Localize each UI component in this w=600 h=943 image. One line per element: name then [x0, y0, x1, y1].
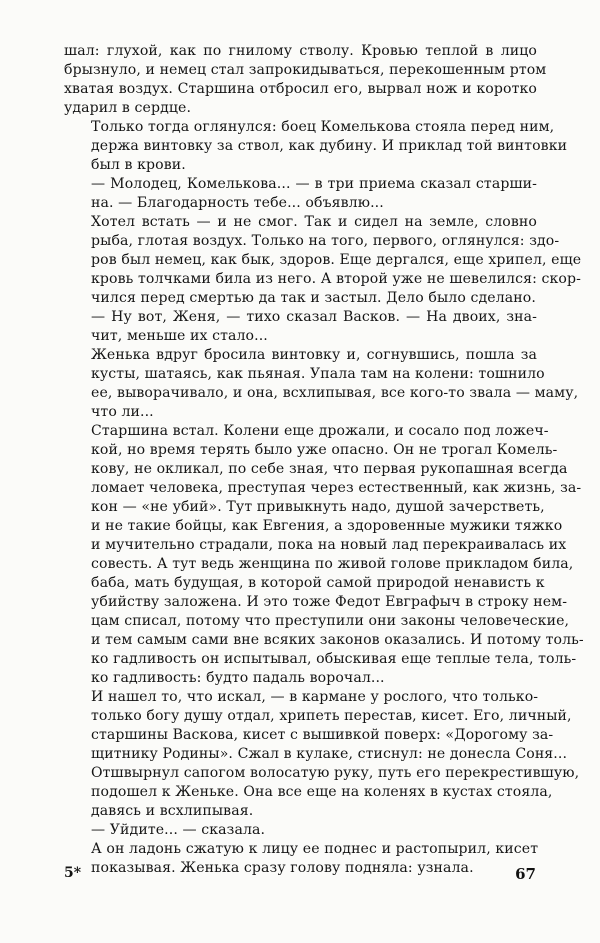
text-line: Женька вдруг бросила винтовку и, согнувшись, пошла за	[91, 347, 537, 363]
text-line: кову, не окликал, по себе зная, что первая рукопашная всегда	[91, 461, 568, 477]
text-line: — Ну вот, Женя, — тихо сказал Васков. — На двоих, зна-	[91, 309, 537, 325]
text-line: только богу душу отдал, хрипеть перестав, кисет. Его, личный,	[91, 708, 572, 724]
text-line: цам списал, потому что преступили они законы человеческие,	[91, 613, 570, 629]
text-line: кой, но время терять было уже опасно. Он не трогал Комель-	[91, 442, 558, 458]
text-line: щитнику Родины». Сжал в кулаке, стиснул: не донесла Соня...	[91, 746, 568, 762]
text-line: совесть. А тут ведь женщина по живой голове прикладом била,	[91, 556, 574, 572]
page-number: 67	[515, 865, 536, 883]
paragraph	[64, 175, 537, 213]
text-line: ко гадливость: будто падаль ворочал...	[91, 670, 385, 686]
text-line: старшины Васкова, кисет с вышивкой поверх: «Дорогому за-	[91, 727, 554, 743]
text-line: — Молодец, Комелькова... — в три приема сказал старши-	[91, 176, 537, 192]
paragraph	[64, 308, 537, 346]
text-line: рыба, глотая воздух. Только на того, первого, оглянулся: здо-	[91, 233, 560, 249]
paragraph	[64, 346, 579, 422]
text-line: и тем самым сами вне всяких законов оказались. И потому толь-	[91, 632, 584, 648]
text-line: чит, меньше их стало...	[91, 328, 268, 344]
paragraph	[64, 688, 580, 821]
text-line: шал: глухой, как по гнилому стволу. Кровью теплой в лицо	[64, 43, 537, 59]
text-line: на. — Благодарность тебе... объявлю...	[91, 195, 384, 211]
text-line: и не такие бойцы, как Евгения, а здоровенные мужики тяжко	[91, 518, 563, 534]
text-line: Только тогда оглянулся: боец Комелькова стояла перед ним,	[91, 119, 555, 135]
printer-signature-mark: 5*	[64, 865, 82, 881]
paragraph	[64, 821, 537, 840]
text-line: ломает человека, преступая через естественный, как жизнь, за-	[91, 480, 582, 496]
text-line: Отшвырнул сапогом волосатую руку, путь его перекрестившую,	[91, 765, 580, 781]
text-line: баба, мать будущая, в которой самой природой ненависть к	[91, 575, 545, 591]
text-line: и мучительно страдали, пока на новый лад перекраивалась их	[91, 537, 567, 553]
text-line: давясь и всхлипывая.	[91, 803, 254, 819]
text-line: Старшина встал. Колени еще дрожали, и сосало под ложеч-	[91, 423, 549, 439]
text-line: что ли...	[91, 404, 154, 420]
text-line: Хотел встать — и не смог. Так и сидел на земле, словно	[91, 214, 537, 230]
text-line: ударил в сердце.	[64, 100, 192, 116]
text-line: — Уйдите... — сказала.	[91, 822, 266, 838]
text-line: кон — «не убий». Тут привыкнуть надо, душой зачерстветь,	[91, 499, 545, 515]
text-line: кусты, шатаясь, как пьяная. Упала там на колени: тошнило	[91, 366, 545, 382]
text-line: был в крови.	[91, 157, 186, 173]
text-line: хватая воздух. Старшина отбросил его, вырвал нож и коротко	[64, 81, 537, 97]
text-line: чился перед смертью да так и застыл. Дело было сделано.	[91, 290, 536, 306]
text-line: кровь толчками била из него. А второй уже не шевелился: скор-	[91, 271, 581, 287]
text-line: подошел к Женьке. Она все еще на коленях в кустах стояла,	[91, 784, 553, 800]
text-line: А он ладонь сжатую к лицу ее поднес и растопырил, кисет	[91, 841, 539, 857]
page-body-text	[64, 42, 584, 878]
text-line: ее, выворачивало, и она, всхлипывая, все кого-то звала — маму,	[91, 385, 579, 401]
paragraph	[64, 840, 537, 878]
paragraph	[64, 422, 584, 688]
paragraph	[64, 213, 582, 308]
text-line: И нашел то, что искал, — в кармане у рослого, что только-	[91, 689, 539, 705]
paragraph	[64, 118, 568, 175]
text-line: держа винтовку за ствол, как дубину. И приклад той винтовки	[91, 138, 568, 154]
text-line: показывая. Женька сразу голову подняла: узнала.	[91, 860, 474, 876]
text-line: ко гадливость он испытывал, обыскивая еще теплые тела, толь-	[91, 651, 577, 667]
paragraph	[64, 42, 547, 118]
text-line: убийству заложена. И это тоже Федот Евграфыч в строку нем-	[91, 594, 568, 610]
text-line: брызнуло, и немец стал запрокидываться, перекошенным ртом	[64, 62, 547, 78]
text-line: ров был немец, как бык, здоров. Еще дергался, еще хрипел, еще	[91, 252, 582, 268]
